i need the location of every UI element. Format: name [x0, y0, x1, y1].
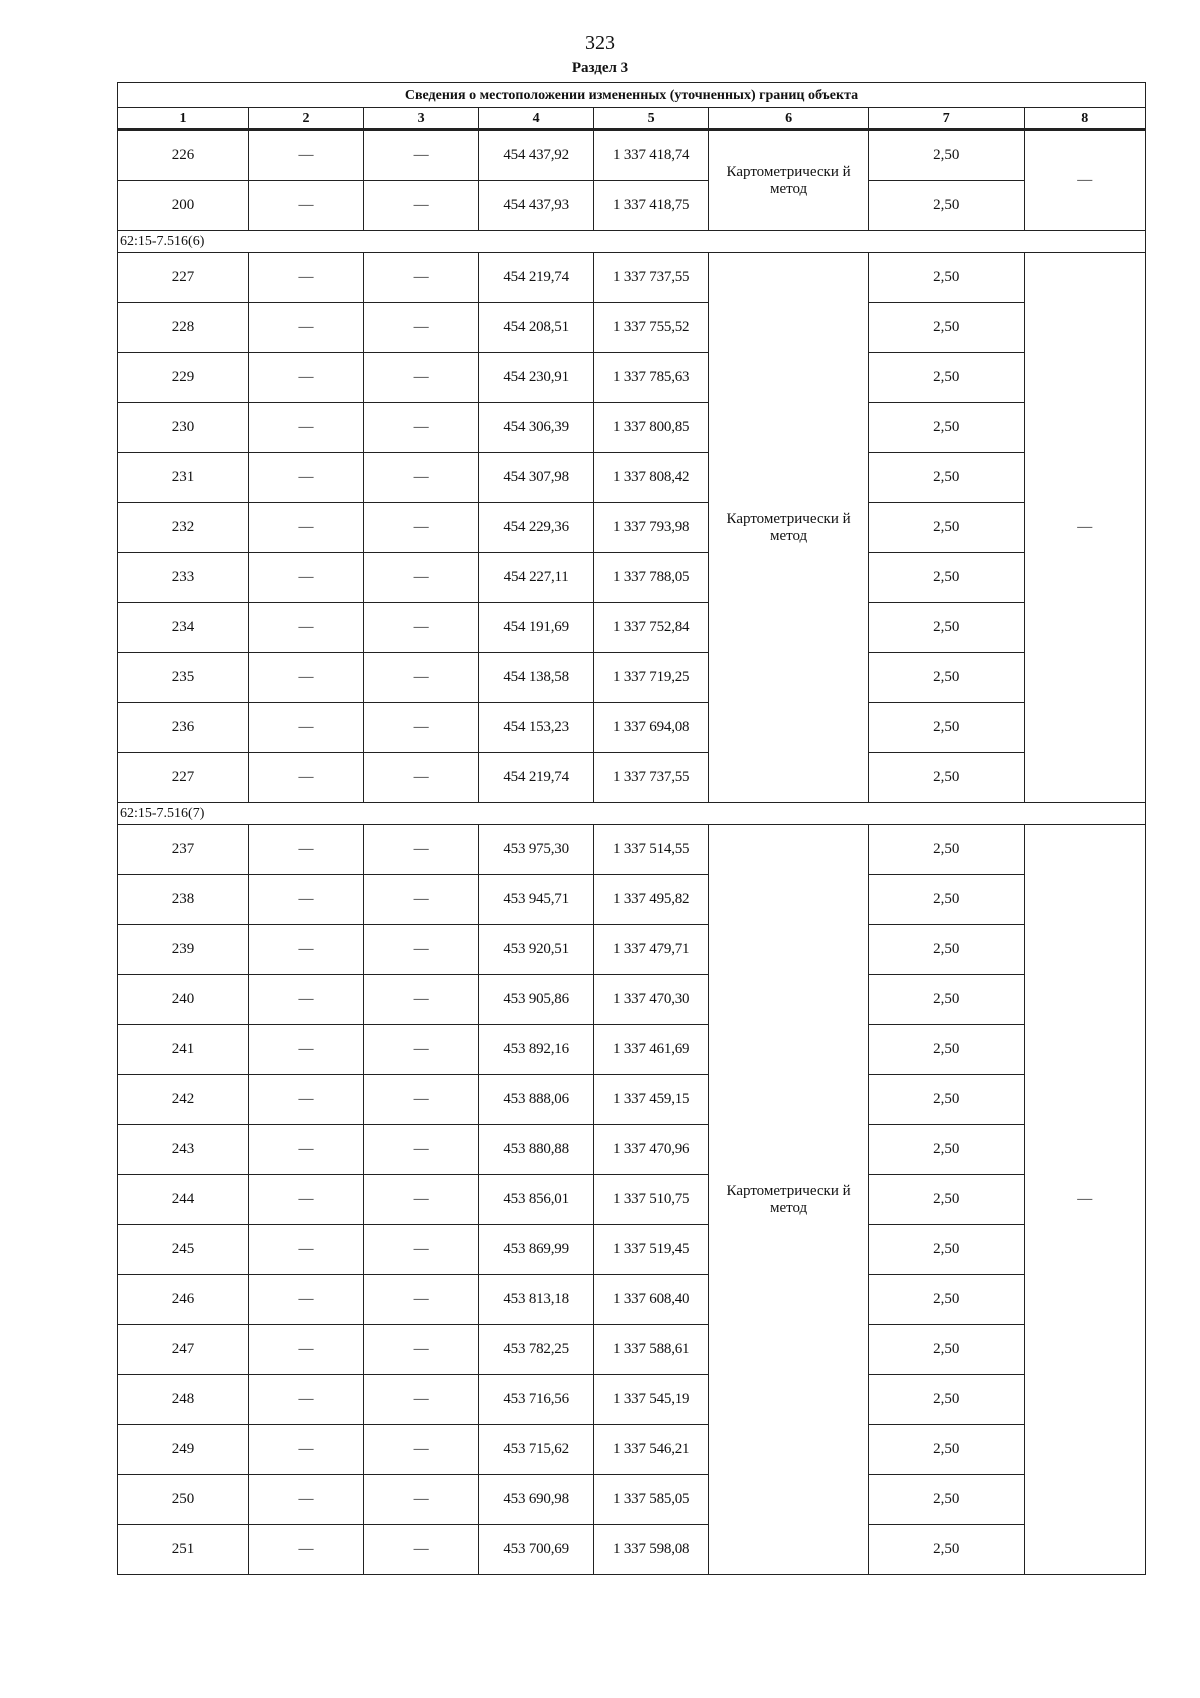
table-row: [118, 653, 1146, 703]
point-number: 200: [118, 181, 249, 231]
empty-value-dash: —: [364, 1125, 479, 1175]
table-row: [118, 975, 1146, 1025]
coordinate-y: 1 337 608,40: [594, 1275, 709, 1325]
table-row: [118, 1225, 1146, 1275]
empty-value-dash: —: [364, 875, 479, 925]
coordinate-x: 453 690,98: [479, 1475, 594, 1525]
empty-value-dash: —: [364, 403, 479, 453]
coordinate-x: 453 856,01: [479, 1175, 594, 1225]
empty-value-dash: —: [364, 1375, 479, 1425]
empty-value-dash: —: [364, 753, 479, 803]
column-number: 3: [364, 108, 479, 130]
coordinate-y: 1 337 459,15: [594, 1075, 709, 1125]
coordinate-x: 453 905,86: [479, 975, 594, 1025]
table-caption: Сведения о местоположении измененных (уточненных) границ объекта: [118, 83, 1146, 108]
empty-value-dash: —: [249, 353, 364, 403]
point-number: 245: [118, 1225, 249, 1275]
boundary-coordinates-table: [117, 82, 1146, 1575]
coordinate-x: 453 715,62: [479, 1425, 594, 1475]
column-number: 8: [1024, 108, 1146, 130]
coordinate-y: 1 337 719,25: [594, 653, 709, 703]
empty-value-dash: —: [364, 130, 479, 181]
column-number: 2: [249, 108, 364, 130]
empty-value-dash: —: [364, 1525, 479, 1575]
point-number: 246: [118, 1275, 249, 1325]
empty-value-dash: —: [364, 1175, 479, 1225]
precision-value: 2,50: [868, 1325, 1024, 1375]
precision-value: 2,50: [868, 1275, 1024, 1325]
coordinate-y: 1 337 470,96: [594, 1125, 709, 1175]
point-number: 234: [118, 603, 249, 653]
coordinate-x: 454 306,39: [479, 403, 594, 453]
table-row: [118, 181, 1146, 231]
precision-value: 2,50: [868, 253, 1024, 303]
point-number: 238: [118, 875, 249, 925]
coordinate-y: 1 337 800,85: [594, 403, 709, 453]
coordinate-x: 454 153,23: [479, 703, 594, 753]
table-row: [118, 753, 1146, 803]
coordinate-x: 453 892,16: [479, 1025, 594, 1075]
column-number: 4: [479, 108, 594, 130]
empty-value-dash: —: [364, 925, 479, 975]
point-number: 249: [118, 1425, 249, 1475]
column-number: 6: [709, 108, 869, 130]
coordinate-x: 454 230,91: [479, 353, 594, 403]
precision-value: 2,50: [868, 825, 1024, 875]
empty-value-dash: —: [249, 653, 364, 703]
coordinate-y: 1 337 808,42: [594, 453, 709, 503]
empty-value-dash: —: [249, 975, 364, 1025]
empty-value-dash: —: [249, 1025, 364, 1075]
point-number: 237: [118, 825, 249, 875]
point-number: 232: [118, 503, 249, 553]
coordinate-y: 1 337 752,84: [594, 603, 709, 653]
note-dash: —: [1024, 825, 1146, 1575]
coordinate-y: 1 337 585,05: [594, 1475, 709, 1525]
empty-value-dash: —: [364, 1225, 479, 1275]
empty-value-dash: —: [249, 1125, 364, 1175]
empty-value-dash: —: [249, 1325, 364, 1375]
table-row: [118, 1025, 1146, 1075]
point-number: 251: [118, 1525, 249, 1575]
coordinate-x: 453 700,69: [479, 1525, 594, 1575]
coordinate-y: 1 337 546,21: [594, 1425, 709, 1475]
coordinate-y: 1 337 588,61: [594, 1325, 709, 1375]
point-number: 242: [118, 1075, 249, 1125]
precision-value: 2,50: [868, 130, 1024, 181]
coordinate-y: 1 337 755,52: [594, 303, 709, 353]
table-row: [118, 1425, 1146, 1475]
coordinate-y: 1 337 793,98: [594, 503, 709, 553]
coordinate-y: 1 337 470,30: [594, 975, 709, 1025]
point-number: 231: [118, 453, 249, 503]
point-number: 227: [118, 253, 249, 303]
empty-value-dash: —: [249, 303, 364, 353]
precision-value: 2,50: [868, 1525, 1024, 1575]
page-number: 323: [585, 32, 615, 54]
precision-value: 2,50: [868, 925, 1024, 975]
note-dash: —: [1024, 253, 1146, 803]
precision-value: 2,50: [868, 1025, 1024, 1075]
empty-value-dash: —: [249, 1175, 364, 1225]
table-row: [118, 453, 1146, 503]
table-row: [118, 875, 1146, 925]
empty-value-dash: —: [249, 703, 364, 753]
empty-value-dash: —: [249, 925, 364, 975]
empty-value-dash: —: [249, 553, 364, 603]
table-row: [118, 1275, 1146, 1325]
empty-value-dash: —: [364, 1025, 479, 1075]
empty-value-dash: —: [249, 1275, 364, 1325]
table-row: [118, 1075, 1146, 1125]
coordinate-y: 1 337 737,55: [594, 753, 709, 803]
table-row: [118, 1125, 1146, 1175]
coordinate-x: 453 888,06: [479, 1075, 594, 1125]
empty-value-dash: —: [364, 1425, 479, 1475]
point-number: 229: [118, 353, 249, 403]
empty-value-dash: —: [249, 1525, 364, 1575]
coordinate-y: 1 337 545,19: [594, 1375, 709, 1425]
empty-value-dash: —: [364, 453, 479, 503]
empty-value-dash: —: [249, 753, 364, 803]
empty-value-dash: —: [249, 453, 364, 503]
empty-value-dash: —: [364, 253, 479, 303]
table-row: [118, 603, 1146, 653]
coordinate-x: 453 716,56: [479, 1375, 594, 1425]
precision-value: 2,50: [868, 1475, 1024, 1525]
coordinate-x: 453 975,30: [479, 825, 594, 875]
empty-value-dash: —: [364, 1075, 479, 1125]
empty-value-dash: —: [249, 403, 364, 453]
precision-value: 2,50: [868, 1175, 1024, 1225]
table-row: [118, 503, 1146, 553]
precision-value: 2,50: [868, 553, 1024, 603]
empty-value-dash: —: [364, 653, 479, 703]
precision-value: 2,50: [868, 503, 1024, 553]
empty-value-dash: —: [364, 1325, 479, 1375]
coordinate-y: 1 337 598,08: [594, 1525, 709, 1575]
precision-value: 2,50: [868, 703, 1024, 753]
point-number: 248: [118, 1375, 249, 1425]
empty-value-dash: —: [364, 1475, 479, 1525]
coordinate-x: 454 229,36: [479, 503, 594, 553]
empty-value-dash: —: [364, 975, 479, 1025]
coordinate-x: 453 945,71: [479, 875, 594, 925]
note-dash: —: [1024, 130, 1146, 231]
method-cell: Картометрически й метод: [709, 825, 869, 1575]
method-cell: Картометрически й метод: [709, 130, 869, 231]
empty-value-dash: —: [364, 703, 479, 753]
coordinate-x: 453 782,25: [479, 1325, 594, 1375]
precision-value: 2,50: [868, 1125, 1024, 1175]
table-row: [118, 1175, 1146, 1225]
coordinate-x: 454 219,74: [479, 753, 594, 803]
precision-value: 2,50: [868, 1425, 1024, 1475]
precision-value: 2,50: [868, 1225, 1024, 1275]
precision-value: 2,50: [868, 603, 1024, 653]
section-title: Раздел 3: [571, 60, 629, 76]
coordinate-y: 1 337 418,75: [594, 181, 709, 231]
coordinate-y: 1 337 785,63: [594, 353, 709, 403]
empty-value-dash: —: [249, 825, 364, 875]
point-number: 235: [118, 653, 249, 703]
precision-value: 2,50: [868, 653, 1024, 703]
empty-value-dash: —: [249, 503, 364, 553]
coordinate-y: 1 337 495,82: [594, 875, 709, 925]
table-row: [118, 303, 1146, 353]
precision-value: 2,50: [868, 1375, 1024, 1425]
empty-value-dash: —: [249, 1375, 364, 1425]
empty-value-dash: —: [364, 181, 479, 231]
table-row: [118, 130, 1146, 181]
empty-value-dash: —: [364, 603, 479, 653]
coordinate-x: 454 227,11: [479, 553, 594, 603]
table-row: [118, 403, 1146, 453]
empty-value-dash: —: [249, 181, 364, 231]
point-number: 240: [118, 975, 249, 1025]
point-number: 241: [118, 1025, 249, 1075]
empty-value-dash: —: [249, 1425, 364, 1475]
coordinate-x: 453 920,51: [479, 925, 594, 975]
coordinate-x: 454 437,92: [479, 130, 594, 181]
column-number-row: [118, 108, 1146, 130]
coordinate-y: 1 337 510,75: [594, 1175, 709, 1225]
precision-value: 2,50: [868, 1075, 1024, 1125]
precision-value: 2,50: [868, 975, 1024, 1025]
method-cell: Картометрически й метод: [709, 253, 869, 803]
coordinate-x: 453 813,18: [479, 1275, 594, 1325]
point-number: 230: [118, 403, 249, 453]
coordinate-y: 1 337 479,71: [594, 925, 709, 975]
point-number: 233: [118, 553, 249, 603]
table-row: [118, 703, 1146, 753]
point-number: 239: [118, 925, 249, 975]
point-number: 227: [118, 753, 249, 803]
coordinate-x: 454 191,69: [479, 603, 594, 653]
empty-value-dash: —: [364, 1275, 479, 1325]
precision-value: 2,50: [868, 753, 1024, 803]
coordinate-y: 1 337 694,08: [594, 703, 709, 753]
table-row: [118, 1475, 1146, 1525]
point-number: 250: [118, 1475, 249, 1525]
segment-label: 62:15-7.516(6): [118, 231, 1146, 253]
empty-value-dash: —: [364, 303, 479, 353]
coordinate-x: 454 219,74: [479, 253, 594, 303]
empty-value-dash: —: [364, 503, 479, 553]
table-body: [118, 83, 1146, 1575]
coordinate-x: 454 208,51: [479, 303, 594, 353]
coordinate-x: 453 869,99: [479, 1225, 594, 1275]
empty-value-dash: —: [364, 353, 479, 403]
precision-value: 2,50: [868, 181, 1024, 231]
precision-value: 2,50: [868, 453, 1024, 503]
table-row: [118, 925, 1146, 975]
precision-value: 2,50: [868, 303, 1024, 353]
coordinate-y: 1 337 418,74: [594, 130, 709, 181]
empty-value-dash: —: [249, 603, 364, 653]
segment-label: 62:15-7.516(7): [118, 803, 1146, 825]
table-row: [118, 1525, 1146, 1575]
precision-value: 2,50: [868, 353, 1024, 403]
point-number: 226: [118, 130, 249, 181]
column-number: 7: [868, 108, 1024, 130]
coordinate-x: 454 307,98: [479, 453, 594, 503]
empty-value-dash: —: [249, 130, 364, 181]
column-number: 5: [594, 108, 709, 130]
precision-value: 2,50: [868, 875, 1024, 925]
table-row: [118, 1325, 1146, 1375]
coordinate-y: 1 337 514,55: [594, 825, 709, 875]
table-row: [118, 825, 1146, 875]
empty-value-dash: —: [364, 553, 479, 603]
table-row: [118, 253, 1146, 303]
table-caption-row: [118, 83, 1146, 108]
point-number: 244: [118, 1175, 249, 1225]
coordinate-x: 453 880,88: [479, 1125, 594, 1175]
segment-row: [118, 803, 1146, 825]
precision-value: 2,50: [868, 403, 1024, 453]
empty-value-dash: —: [249, 875, 364, 925]
table-row: [118, 1375, 1146, 1425]
empty-value-dash: —: [249, 1475, 364, 1525]
coordinate-y: 1 337 461,69: [594, 1025, 709, 1075]
coordinate-x: 454 138,58: [479, 653, 594, 703]
point-number: 243: [118, 1125, 249, 1175]
coordinate-y: 1 337 788,05: [594, 553, 709, 603]
point-number: 236: [118, 703, 249, 753]
empty-value-dash: —: [249, 1225, 364, 1275]
segment-row: [118, 231, 1146, 253]
point-number: 228: [118, 303, 249, 353]
coordinate-x: 454 437,93: [479, 181, 594, 231]
coordinate-y: 1 337 519,45: [594, 1225, 709, 1275]
column-number: 1: [118, 108, 249, 130]
empty-value-dash: —: [364, 825, 479, 875]
empty-value-dash: —: [249, 1075, 364, 1125]
table-row: [118, 553, 1146, 603]
table-row: [118, 353, 1146, 403]
empty-value-dash: —: [249, 253, 364, 303]
coordinate-y: 1 337 737,55: [594, 253, 709, 303]
point-number: 247: [118, 1325, 249, 1375]
